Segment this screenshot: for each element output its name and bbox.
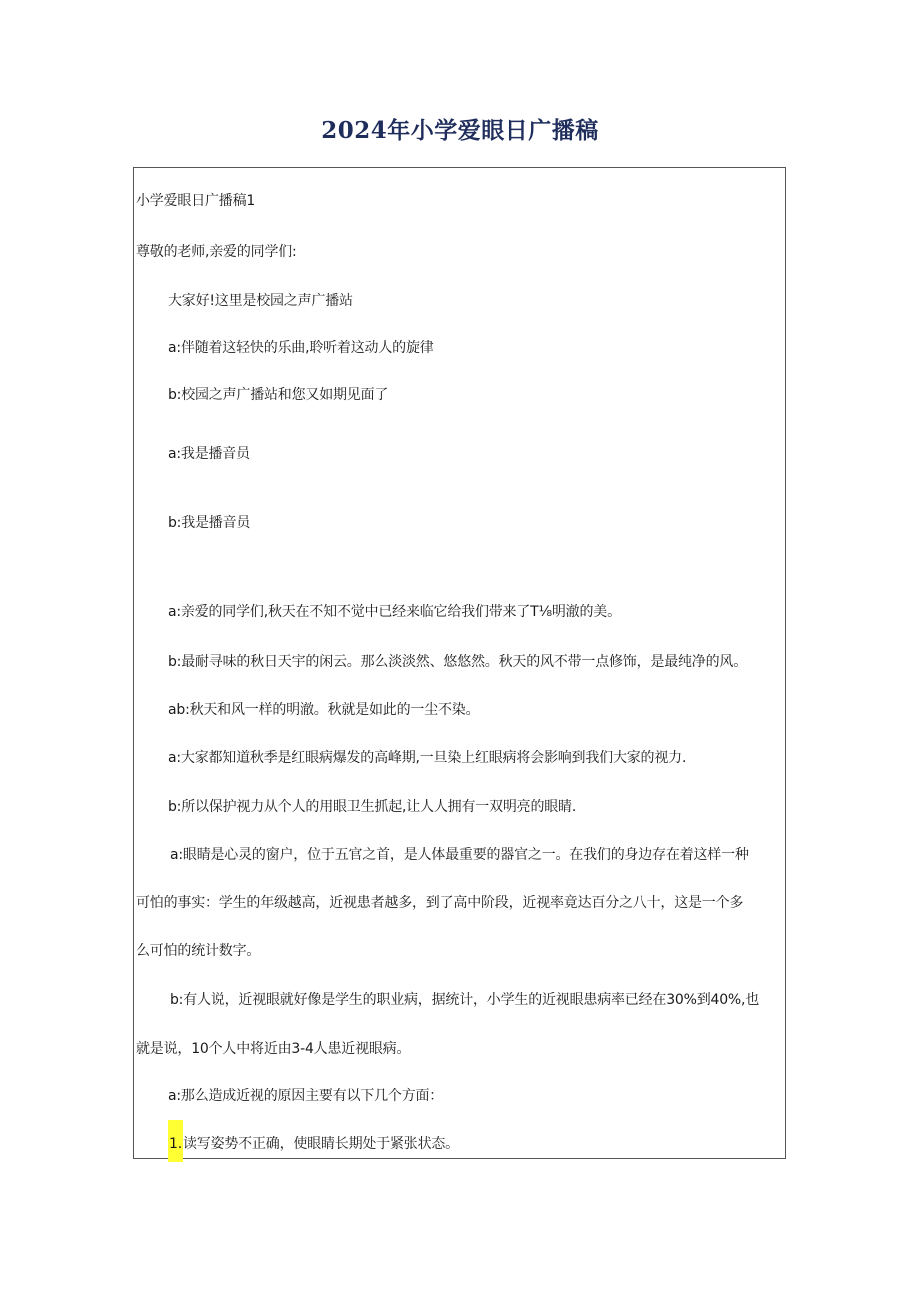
paragraph-line: b:所以保护视力从个人的用眼卫生抓起,让人人拥有一双明亮的眼睛. xyxy=(168,799,577,815)
salutation-line: 尊敬的老师,亲爱的同学们: xyxy=(136,244,297,260)
paragraph-line: 就是说，10个人中将近由3-4人患近视眼病。 xyxy=(136,1041,411,1057)
paragraph-line: a:伴随着这轻快的乐曲,聆听着这动人的旋律 xyxy=(168,340,434,356)
paragraph-line: a:大家都知道秋季是红眼病爆发的高峰期,一旦染上红眼病将会影响到我们大家的视力. xyxy=(168,750,687,766)
paragraph-line: a:亲爱的同学们,秋天在不知不觉中已经来临它给我们带来了T⅛明澈的美。 xyxy=(168,604,621,620)
heading-line: 小学爱眼日广播稿1 xyxy=(136,193,256,209)
paragraph-line: 可怕的事实：学生的年级越高，近视患者越多，到了高中阶段，近视率竟达百分之八十，这是一个多 xyxy=(136,895,744,911)
list-item xyxy=(168,1134,818,1154)
paragraph-line: b:校园之声广播站和您又如期见面了 xyxy=(168,387,389,403)
paragraph-line: a:我是播音员 xyxy=(168,446,250,462)
paragraph-line: b:最耐寻味的秋日天宇的闲云。那么淡淡然、悠悠然。秋天的风不带一点修饰，是最纯净的风。 xyxy=(168,654,748,670)
list-item-text: 读写姿势不正确，使眼睛长期处于紧张状态。 xyxy=(182,1136,459,1152)
paragraph-line: 大家好!这里是校园之声广播站 xyxy=(168,293,353,309)
paragraph-line: a:那么造成近视的原因主要有以下几个方面： xyxy=(168,1088,444,1104)
document-title: 2024年小学爱眼日广播稿 xyxy=(321,117,599,144)
paragraph-line: b:有人说，近视眼就好像是学生的职业病，据统计，小学生的近视眼患病率已经在30%到40%,也 xyxy=(170,992,760,1008)
highlighted-list-number: 1. xyxy=(168,1120,183,1162)
paragraph-line: a:眼睛是心灵的窗户，位于五官之首，是人体最重要的器官之一。在我们的身边存在着这样一种 xyxy=(170,847,749,863)
paragraph-line: 么可怕的统计数字。 xyxy=(136,943,261,959)
paragraph-line: b:我是播音员 xyxy=(168,515,251,531)
paragraph-line: ab:秋天和风一样的明澈。秋就是如此的一尘不染。 xyxy=(168,702,480,718)
